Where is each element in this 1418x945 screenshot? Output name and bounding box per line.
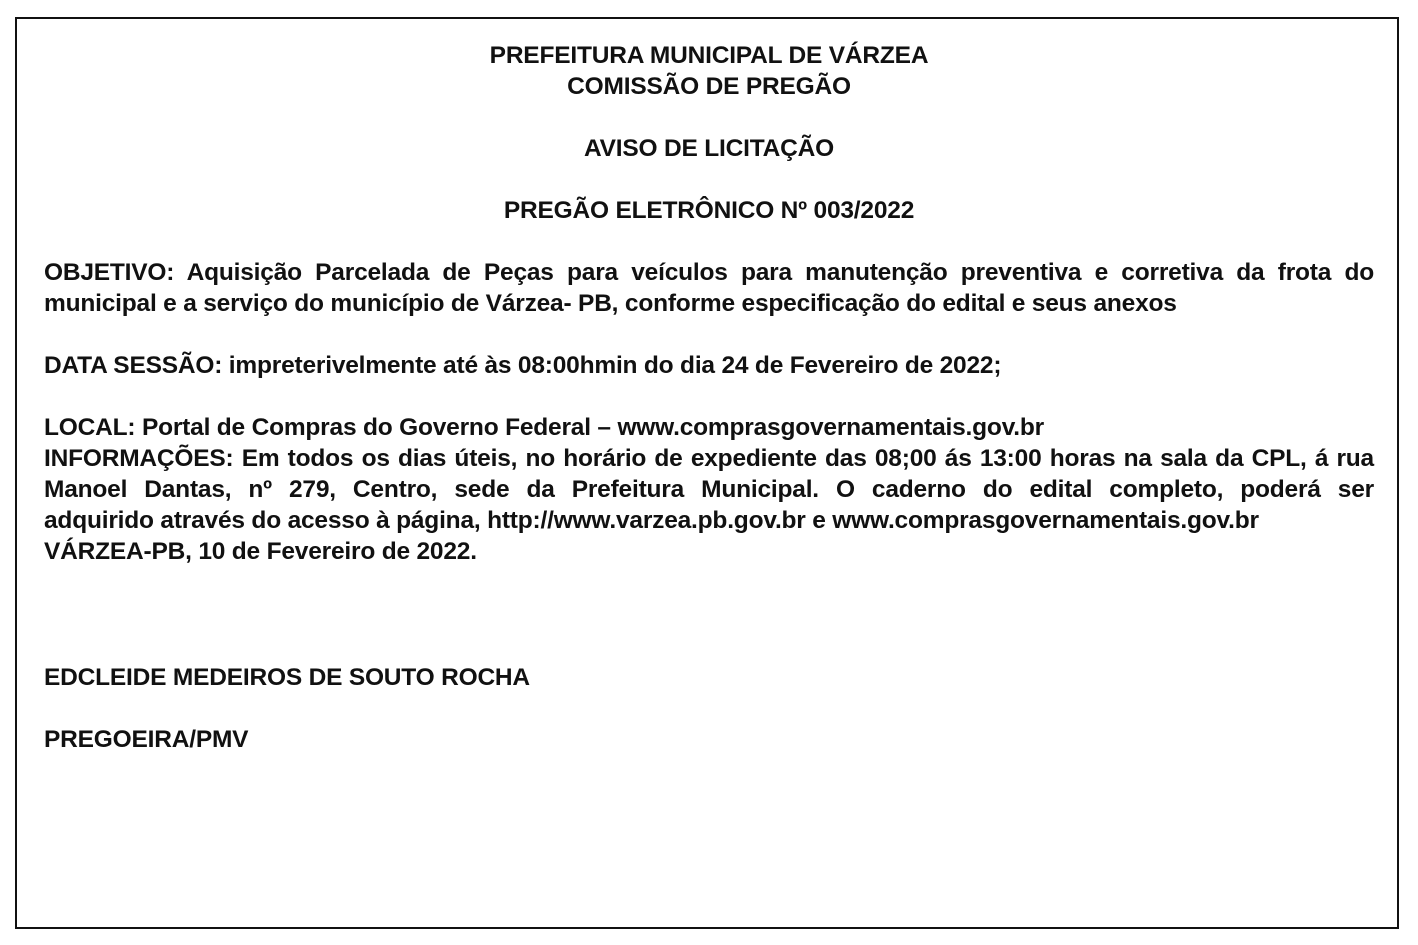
information-line-1: INFORMAÇÕES: Em todos os dias úteis, no horário de expediente das 08;00 ás 13:00 horas na sala da CPL, á rua: [44, 445, 1374, 472]
objective-line-2: municipal e a serviço do município de Várzea- PB, conforme especificação do edital e seus anexos: [44, 290, 1177, 317]
objective-line-1: OBJETIVO: Aquisição Parcelada de Peças para veículos para manutenção preventiva e corretiva da frota do: [44, 259, 1374, 286]
place-date: VÁRZEA-PB, 10 de Fevereiro de 2022.: [44, 538, 477, 565]
objective-paragraph: [44, 257, 1374, 319]
session-date: DATA SESSÃO: impreterivelmente até às 08:00hmin do dia 24 de Fevereiro de 2022;: [44, 352, 1002, 379]
notice-body: [44, 40, 1374, 755]
header-line-2: COMISSÃO DE PREGÃO: [567, 73, 851, 100]
notice-title: AVISO DE LICITAÇÃO: [583, 135, 835, 162]
information-paragraph: [44, 443, 1374, 536]
information-line-3: adquirido através do acesso à página, http://www.varzea.pb.gov.br e www.comprasgovernamentais.gov.br: [44, 507, 1259, 534]
process-title: PREGÃO ELETRÔNICO Nº 003/2022: [503, 197, 915, 224]
location: LOCAL: Portal de Compras do Governo Federal – www.comprasgovernamentais.gov.br: [44, 414, 1045, 441]
information-line-2: Manoel Dantas, nº 279, Centro, sede da Prefeitura Municipal. O caderno do edital completo, poderá ser: [44, 476, 1374, 503]
signatory-name: EDCLEIDE MEDEIROS DE SOUTO ROCHA: [44, 664, 530, 691]
header-line-1: PREFEITURA MUNICIPAL DE VÁRZEA: [489, 42, 929, 69]
signatory-role: PREGOEIRA/PMV: [44, 726, 249, 753]
